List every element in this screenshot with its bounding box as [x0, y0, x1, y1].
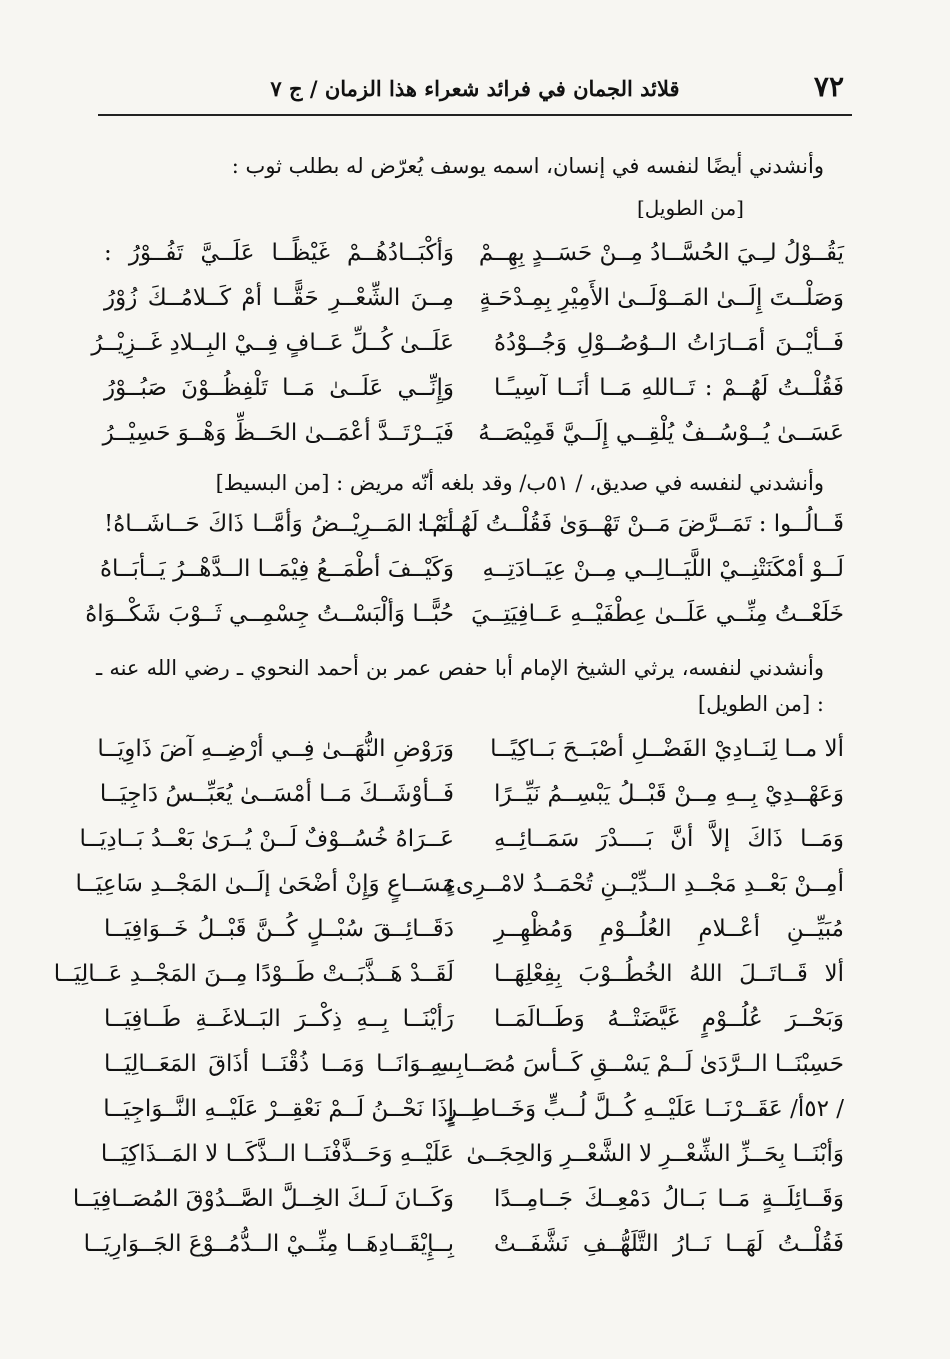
verse-line: [96, 230, 854, 275]
verse-line: [75, 861, 854, 906]
second-hemistich: وَكَــانَ لَــكَ الخِــلَّ الصَّــدُوْقَ المُصَــافِيَــا: [72, 1185, 454, 1212]
running-title: قلائد الجمان في فرائد شعراء هذا الزمان / ج ٧: [270, 76, 680, 101]
first-hemistich: عَسَــىٰ يُــوْسُــفٌ يُلْقِــي إِلَــيَّ قَمِيْصَــهُ: [478, 419, 844, 446]
second-hemistich: عَلَــىٰ كُــلِّ عَــافٍ فِــيْ البِــلادِ غَــزِيْــرُ: [91, 329, 454, 356]
second-hemistich: بِــإِيْقَــادِهَــا مِنِّــيْ الــدُّمُــوْعَ الجَــوَارِيَــا: [83, 1230, 454, 1257]
first-hemistich: وَمَــا ذَاكَ إلاَّ أنَّ بَــــدْرَ سَمَــائِــهِ: [494, 825, 844, 852]
first-hemistich: ألا قَــاتَــلَ اللهُ الخُطُــوْبَ بِفِعْلِهَــا: [494, 960, 844, 987]
first-hemistich: فَــأيْــنَ أمَــارَاتُ الــوُصُــوْلِ وَجُــوْدُهُ: [494, 329, 844, 356]
page-content: [53, 148, 854, 1266]
first-hemistich: ألا مــا لِنَــادِيْ الفَضْــلِ أصْبَــحَ بَــاكِيًــا: [490, 735, 844, 762]
verse-line: [96, 996, 854, 1041]
first-hemistich: يَقُــوْلُ لـِـيَ الحُسَّــادُ مِــنْ حَسَــدٍ بِهِــمْ: [478, 239, 844, 266]
poem-verses: [85, 501, 854, 636]
second-hemistich: رَأيْنَــا بِــهِ ذِكْــرَ البَــلاغَــةِ طَــافِيَــا: [104, 1005, 454, 1032]
second-hemistich: فَــأوْشَــكَ مَــا أمْسَــىٰ يُعَبِّــسُ دَاجِيَــا: [99, 780, 454, 807]
first-hemistich: وَقَــائِلَــةٍ مَــا بَــالُ دَمْعِــكَ جَــامِــدًا: [494, 1185, 844, 1212]
second-hemistich: أنَــا المَــرِيْــضُ وَأمَّــا ذَاكَ حَــاشَــاهُ!: [104, 510, 454, 537]
second-hemistich: عَلَيْــهِ وَحَــذَّفْنَــا الــذَّكَــا لا المَــذَاكِيَــا: [100, 1140, 454, 1167]
verse-line: [96, 1086, 854, 1131]
verse-line: [96, 726, 854, 771]
second-hemistich: دَقَــائِــقَ سُبْــلٍ كُــنَّ قَبْــلُ خَــوَافِيَــا: [104, 915, 454, 942]
verse-line: [96, 501, 854, 546]
verse-line: [96, 365, 854, 410]
second-hemistich: حُبًّــا وَألْبَسْــتُ جِسْمِــي ثَــوْبَ شَكْــوَاهُ: [85, 600, 454, 627]
verse-line: [91, 320, 854, 365]
first-hemistich: وَصَلْــتَ إِلَــىٰ المَــوْلَــىٰ الأَمِيْرِ بِمِـدْحَـةٍ: [479, 284, 844, 311]
verse-line: [53, 951, 854, 996]
second-hemistich: وَرَوْضِ النُّهَــىٰ فِــي أرْضِــهِ آضَ ذَاوِيَــا: [97, 735, 454, 762]
second-hemistich: لَقَــدْ هَــذَّبَــتْ طَــوْدًا مِــنَ المَجْــدِ عَــالِيَــا: [53, 960, 454, 987]
verse-line: [96, 906, 854, 951]
verse-line: [96, 1131, 854, 1176]
verse-line: [96, 546, 854, 591]
first-hemistich: خَلَعْــتُ مِنِّــي عَلَــىٰ عِطْفَيْــهِ عَــافِيَتِــيَ: [471, 600, 844, 627]
second-hemistich: مِــنَ الشِّعْــرِ حَقًّــا أمْ كَــلامُــكَ زُوْرُ: [104, 284, 454, 311]
second-hemistich: إِذَا نَحْــنُ لَــمْ نَعْقِــرْ عَلَيْــهِ النَّــوَاجِيَــا: [103, 1095, 454, 1122]
first-hemistich: وَبَحْــرَ عُلُــوْمٍ غَيَّضَتْــهُ وَطَــالَمَــا: [494, 1005, 844, 1032]
first-hemistich: مُبَيِّــنِ أعْــلامِ العُلُــوْمِ وَمُظْهِــرِ: [494, 915, 844, 942]
second-hemistich: عَــرَاهُ خُسُــوْفٌ لَــنْ يُــرَىٰ بَعْــدُ بَــادِيَــا: [79, 825, 454, 852]
verse-line: [79, 816, 854, 861]
verse-line: [72, 1176, 854, 1221]
meter-label: [من الطويل]: [636, 196, 744, 220]
first-hemistich: أمِــنْ بَعْــدِ مَجْــدِ الــدِّيْــنِ تُحْمَــدُ لامْــرِىءٍ: [445, 870, 844, 897]
verse-line: [96, 771, 854, 816]
first-hemistich: وَعَهْــدِيْ بِــهِ مِــنْ قَبْــلُ يَبْسِــمُ نَيِّــرًا: [494, 780, 844, 807]
verse-line: [96, 410, 854, 455]
poem-verses: [91, 230, 854, 455]
verse-line: [83, 1221, 854, 1266]
section-intro: وأنشدني لنفسه في صديق، / ٥١ب/ وقد بلغه أنّه مريض : [من البسيط]: [215, 471, 824, 495]
first-hemistich: فَقُلْــتُ لَهَــا نَــارُ التَّلَهُّــفِ نَشَّفَــتْ: [494, 1230, 844, 1257]
first-hemistich: حَسِبْنَــا الــرَّدَىٰ لَــمْ يَسْــقِ كَــأسَ مُصَــابِــهِ: [430, 1050, 844, 1077]
second-hemistich: سِــوَانَــا وَمَــا ذُقْنَــا أذَاقَ المَعَــالِيَــا: [104, 1050, 454, 1077]
second-hemistich: وَأكْبَــادُهُــمْ غَيْظًــا عَلَــيَّ تَفُــوْرُ :: [104, 239, 454, 266]
page-number: ٧٢: [813, 70, 844, 103]
first-hemistich: / ٥٢أ/ عَقَــرْنَــا عَلَيْــهِ كُــلَّ لُــبٍّ وَخَــاطِــرٍ: [445, 1095, 844, 1122]
second-hemistich: مَسَــاعٍ وَإِنْ أضْحَىٰ إلَــىٰ المَجْــدِ سَاعِيَــا: [75, 870, 454, 897]
second-hemistich: وَإِنِّــي عَلَــىٰ مَــا تَلْفِظُــوْنَ صَبُــوْرُ: [104, 374, 454, 401]
first-hemistich: قَــالُــوا : تَمَــرَّضَ مَــنْ تَهْــوَىٰ فَقُلْــتُ لَهُــمْ :: [417, 510, 844, 537]
verse-line: [85, 591, 854, 636]
second-hemistich: وَكَيْــفَ أطْمَــعُ فِيْمَــا الــدَّهْــرُ يَــأبَــاهُ: [99, 555, 454, 582]
section-intro: وأنشدني أيضًا لنفسه في إنسان، اسمه يوسف يُعرّض له بطلب ثوب :: [231, 154, 824, 178]
verse-line: [96, 275, 854, 320]
first-hemistich: وَأبْنَــا بِحَــزِّ الشِّعْــرِ لا الشَّعْــرِ وَالحِجَــىٰ: [466, 1140, 844, 1167]
first-hemistich: فَقُلْــتُ لَهُــمْ : تَــاللهِ مَــا أنَــا آسِيـًـا: [494, 374, 844, 401]
second-hemistich: فَيَــرْتَــدَّ أعْمَــىٰ الحَــظِّ وَهْــوَ حَسِيْــرُ: [102, 419, 454, 446]
page-header: [98, 66, 852, 116]
section-intro: وأنشدني لنفسه، يرثي الشيخ الإمام أبا حفص عمر بن أحمد النحوي ـ رضي الله عنه ـ : [من الطويل]: [96, 656, 824, 716]
poem-verses: [53, 726, 854, 1266]
verse-line: [96, 1041, 854, 1086]
first-hemistich: لَــوْ أمْكَنَتْنِــيْ اللَّيَــالِــي مِــنْ عِيَــادَتِــهِ: [482, 555, 844, 582]
